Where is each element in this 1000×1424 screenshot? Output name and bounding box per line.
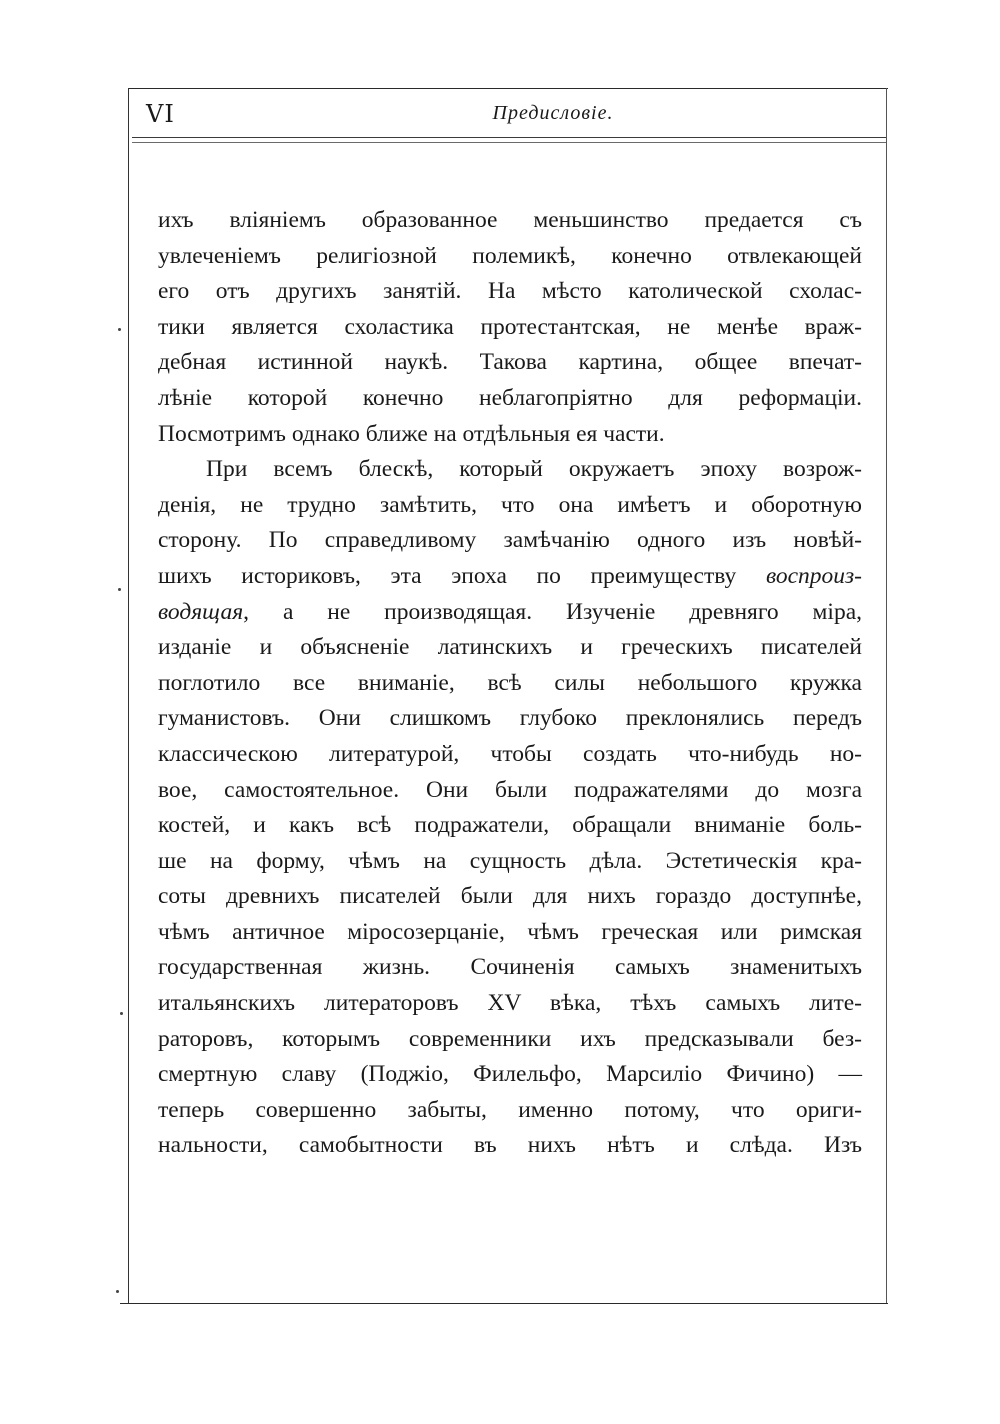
text-line: гуманистовъ. Они слишкомъ глубоко преклонялись передъ [158,705,862,732]
text-line: изданіе и объясненіе латинскихъ и греческихъ писателей [158,634,862,661]
text-line: Посмотримъ однако ближе на отдѣльныя ея части. [158,420,665,447]
text-line: дебная истинной наукѣ. Такова картина, общее впечат- [158,349,862,376]
text-line: денія, не трудно замѣтить, что она имѣетъ и оборотную [158,491,862,518]
italic-term: воспроиз- [765,562,863,589]
running-head [146,98,870,130]
text-line: лѣніе которой конечно неблагопріятно для реформаціи. [158,384,862,411]
italic-term: водящая [158,598,244,625]
text-line: его отъ другихъ занятій. На мѣсто католической схолас- [158,278,862,305]
text-line: чѣмъ античное міросозерцаніе, чѣмъ греческая или римская [158,918,862,945]
scan-speck [116,1290,119,1293]
page-number: VI [146,100,175,128]
header-rule [132,137,886,143]
text-line: теперь совершенно забыты, именно потому, что ориги- [158,1096,862,1123]
page-frame-top [128,88,888,89]
page-frame-left [128,88,129,1304]
text-line: шихъ историковъ, эта эпоха по преимуществу воспроиз- [158,562,863,589]
text-line: тики является схоластика протестантская, не менѣе враж- [158,313,862,340]
scan-speck [118,328,121,331]
text-line: костей, и какъ всѣ подражатели, обращали вниманіе боль- [158,812,862,839]
text-line: увлеченіемъ религіозной полемикѣ, конечно отвлекающей [158,242,862,269]
text-line: раторовъ, которымъ современники ихъ предсказывали без- [158,1025,862,1052]
text-line: государственная жизнь. Сочиненія самыхъ знаменитыхъ [158,954,862,981]
text-line: поглотило все вниманіе, всѣ силы небольшого кружка [158,669,862,696]
text-line: При всемъ блескѣ, который окружаетъ эпоху возрож- [206,456,862,483]
body-text [158,203,862,1164]
text-line: итальянскихъ литераторовъ XV вѣка, тѣхъ самыхъ лите- [158,990,862,1017]
text-line: нальности, самобытности въ нихъ нѣтъ и слѣда. Изъ [158,1132,862,1159]
text-line: смертную славу (Поджіо, Филельфо, Марсиліо Фичино) — [158,1061,862,1088]
text-line: ихъ вліяніемъ образованное меньшинство предается съ [158,207,862,233]
scan-speck [118,588,121,591]
scan-speck [120,1012,123,1015]
text-line: ше на форму, чѣмъ на сущность дѣла. Эстетическія кра- [158,847,862,874]
text-line: соты древнихъ писателей были для нихъ гораздо доступнѣе, [158,883,862,910]
text-line: вое, самостоятельное. Они были подражателями до мозга [158,776,862,803]
text-line: водящая, а не производящая. Изученіе древняго міра, [158,598,862,625]
text-line: сторону. По справедливому замѣчанію одного изъ новѣй- [158,527,862,554]
running-title: Предисловіе. [492,102,614,124]
page-frame-right [886,88,887,1304]
page-frame-bottom [120,1303,888,1304]
text-line: классическою литературой, чтобы создать что-нибудь но- [158,740,862,767]
